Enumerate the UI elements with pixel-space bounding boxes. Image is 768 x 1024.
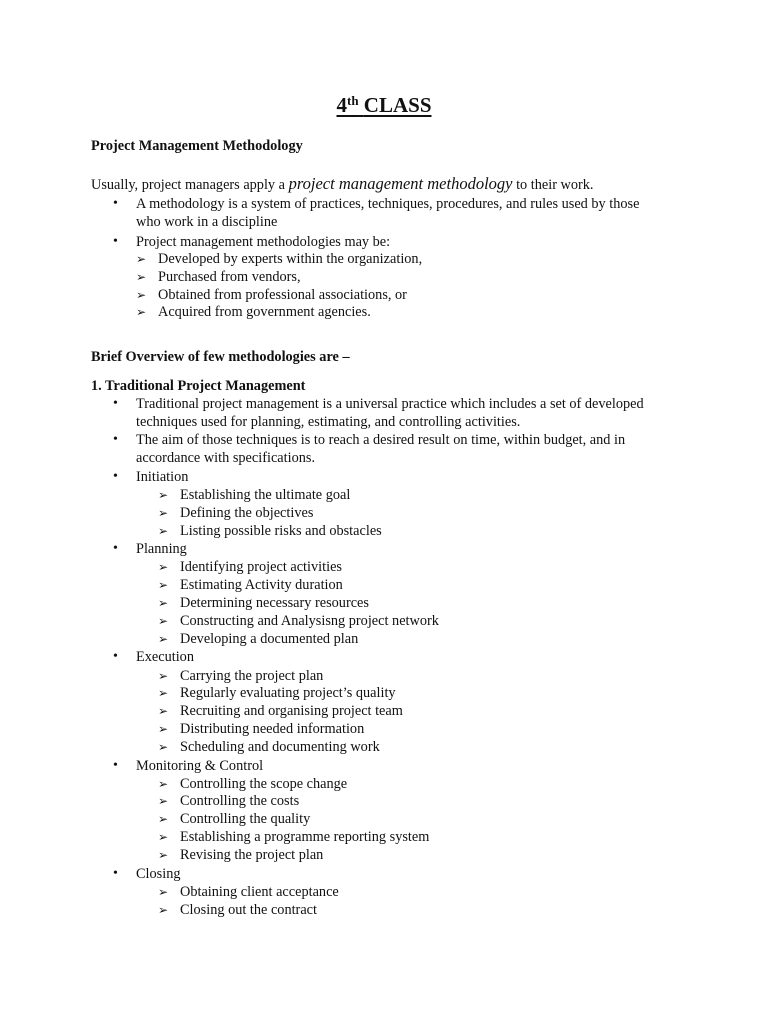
arrow-icon: ➢ <box>158 885 169 899</box>
list-item-text: A methodology is a system of practices, techniques, procedures, and rules used by those who work in a discipline <box>136 196 640 230</box>
arrow-icon: ➢ <box>158 777 169 791</box>
list-item <box>113 431 678 467</box>
document-page: 4th CLASS Project Management Methodology Usually, project managers apply a project management methodology to their work. • A methodology is a system of practices, techniques, procedures, and rules used by those who work in a discipline • Project management methodologies may be: ➢ Developed by experts within the organization, ➢ Purchased from vendors, ➢ Obtained from professional associations, or ➢ Acquired from government agencies. Brief Overview of few methodologies are – 1. Traditional Project Management • Traditional project management is a universal practice which includes a set of developed techniques used for planning, estimating, and controlling activities. • The aim of those techniques is to reach a desired result on time, within budget, and in accordance with specifications. • Initiation ➢ Establishing the ultimate goal ➢ Defining the objectives ➢ Listing possible risks and obstacles • Planning ➢ Identifying project activities ➢ Estimating Activity duration ➢ Determining necessary resources ➢ Constructing and Analysisng project network ➢ Developing a documented plan • Execution ➢ Carrying the project plan ➢ Regularly evaluating project’s quality ➢ Recruiting and organising project team ➢ Distributing needed information ➢ Scheduling and documenting work • Monitoring & Control ➢ Controlling the scope change ➢ Controlling the costs ➢ Controlling the quality ➢ Establishing a programme reporting system ➢ Revising the project plan • Closing ➢ Obtaining client acceptance ➢ Closing out the contract <box>0 0 768 1024</box>
bullet-icon: • <box>113 541 118 556</box>
arrow-icon: ➢ <box>158 812 169 826</box>
intro-paragraph: Usually, project managers apply a project management methodology to their work. <box>91 174 594 193</box>
arrow-icon: ➢ <box>158 506 169 520</box>
arrow-icon: ➢ <box>158 722 169 736</box>
list-item <box>113 395 678 431</box>
arrow-icon: ➢ <box>158 560 169 574</box>
phase-item-monitoring-control: • Monitoring & Control <box>113 758 264 774</box>
arrow-icon: ➢ <box>136 288 147 302</box>
section-heading-overview: Brief Overview of few methodologies are – <box>91 349 350 365</box>
bullet-icon: • <box>113 432 118 447</box>
arrow-icon: ➢ <box>158 903 169 917</box>
arrow-icon: ➢ <box>158 830 169 844</box>
arrow-icon: ➢ <box>158 686 169 700</box>
bullet-icon: • <box>113 758 118 773</box>
list-item <box>113 233 678 251</box>
list-item <box>113 195 678 231</box>
bullet-icon: • <box>113 649 118 664</box>
arrow-icon: ➢ <box>158 704 169 718</box>
bullet-icon: • <box>113 234 118 249</box>
arrow-icon: ➢ <box>158 488 169 502</box>
list-item-text: Project management methodologies may be: <box>136 234 391 250</box>
list-item-text: The aim of those techniques is to reach a desired result on time, within budget, and in accordance with specifications. <box>136 432 626 466</box>
arrow-icon: ➢ <box>158 848 169 862</box>
arrow-icon: ➢ <box>136 252 147 266</box>
arrow-icon: ➢ <box>158 632 169 646</box>
arrow-icon: ➢ <box>158 614 169 628</box>
phase-item-initiation: • Initiation <box>113 469 189 485</box>
section-heading-traditional: 1. Traditional Project Management <box>91 378 306 394</box>
arrow-icon: ➢ <box>158 669 169 683</box>
phase-item-execution: • Execution <box>113 649 194 665</box>
phase-item-planning: • Planning <box>113 541 187 557</box>
arrow-icon: ➢ <box>158 794 169 808</box>
bullet-icon: • <box>113 469 118 484</box>
arrow-icon: ➢ <box>158 578 169 592</box>
bullet-icon: • <box>113 396 118 411</box>
arrow-icon: ➢ <box>158 524 169 538</box>
arrow-icon: ➢ <box>136 270 147 284</box>
bullet-icon: • <box>113 866 118 881</box>
list-item-text: Traditional project management is a universal practice which includes a set of developed techniques used for planning, estimating, and controlling activities. <box>136 396 644 430</box>
arrow-icon: ➢ <box>158 596 169 610</box>
arrow-icon: ➢ <box>136 305 147 319</box>
section-heading-methodology: Project Management Methodology <box>91 138 303 154</box>
arrow-icon: ➢ <box>158 740 169 754</box>
page-title: 4th CLASS <box>336 93 432 117</box>
phase-item-closing: • Closing <box>113 866 181 882</box>
bullet-icon: • <box>113 196 118 211</box>
